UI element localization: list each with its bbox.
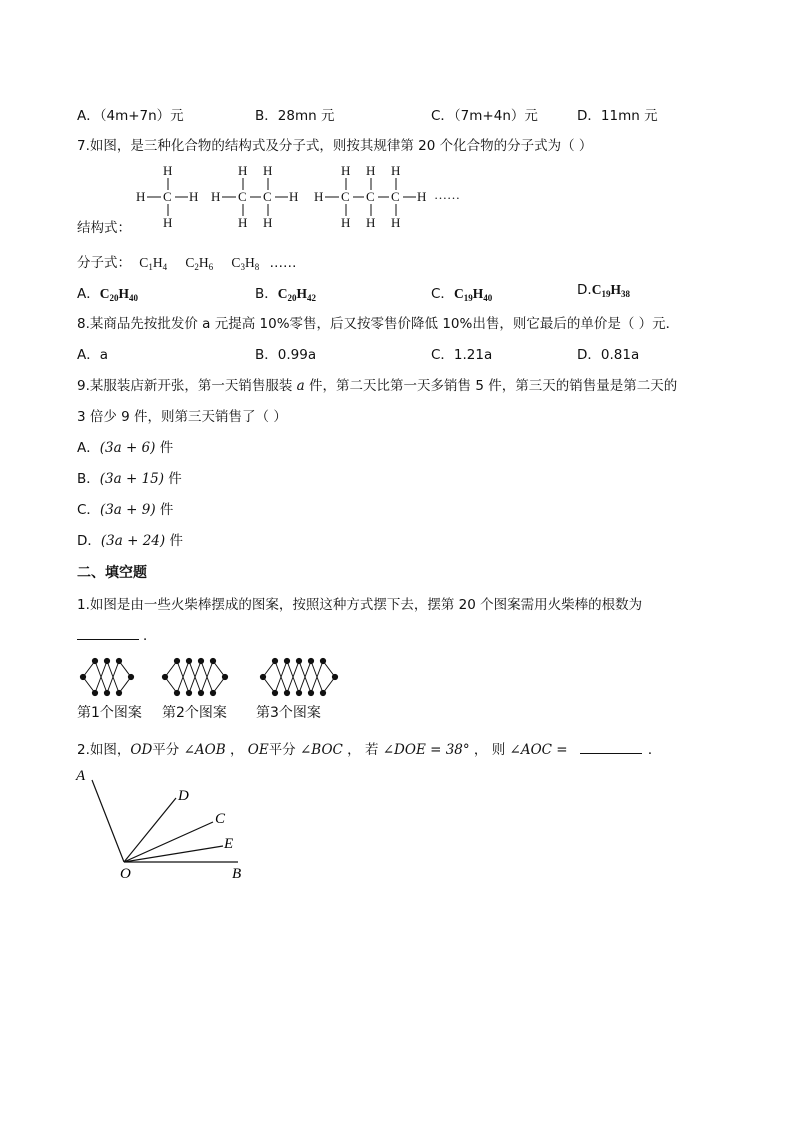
matchstick-joint [92, 658, 97, 663]
ray-oc [124, 822, 213, 862]
matchstick-joint [210, 658, 215, 663]
matchstick-joint [332, 674, 337, 679]
matchstick-patterns [75, 655, 365, 700]
atom-h: H [136, 189, 146, 204]
q8-option-d: D．0.81a [577, 347, 640, 363]
q8-option-c: C．1.21a [431, 347, 493, 363]
pattern-caption-3: 第3个图案 [256, 705, 321, 721]
ray-od [124, 798, 176, 862]
matchstick-joint [284, 690, 289, 695]
matchstick-joint [116, 658, 121, 663]
atom-h: H [289, 189, 299, 204]
atom-h: H [417, 189, 427, 204]
q9-option-b: B．(3a + 15) 件 [77, 471, 182, 487]
q8-option-b: B．0.99a [255, 347, 317, 363]
q6-option-d: D．11mn 元 [577, 108, 658, 124]
matchstick-joint [198, 658, 203, 663]
q9-stem-line2: 3 倍少 9 件，则第三天销售了（ ） [77, 409, 287, 425]
atom-h: H [238, 163, 248, 178]
answer-blank[interactable] [580, 740, 642, 754]
matchstick-joint [116, 690, 121, 695]
atom-h: H [163, 215, 173, 230]
q6-option-a: A．（4m+7n）元 [77, 108, 184, 124]
label-o: O [120, 866, 131, 882]
matchstick-joint [162, 674, 167, 679]
formula-ellipsis: …… [269, 255, 297, 271]
atom-h: H [366, 163, 376, 178]
atom-h: H [263, 215, 273, 230]
matchstick-joint [210, 690, 215, 695]
matchstick-joint [174, 658, 179, 663]
q7-formula-row [77, 251, 296, 271]
atom-h: H [263, 163, 273, 178]
matchstick-joint [272, 690, 277, 695]
formula-c2h6: $C_2H_6$ [185, 255, 214, 272]
atom-c: C [366, 189, 375, 204]
matchstick-joint [174, 690, 179, 695]
ray-oa [92, 780, 124, 862]
matchstick-joint [296, 690, 301, 695]
q6-option-c: C．（7m+4n）元 [431, 108, 538, 124]
q7-option-d: $D.C_{19}H_{38}$ [577, 282, 630, 299]
matchstick-joint [320, 658, 325, 663]
atom-c: C [163, 189, 172, 204]
formula-ch4: $C_1H_4$ [139, 255, 168, 272]
section-2-heading: 二、填空题 [77, 565, 147, 581]
matchstick-joint [198, 690, 203, 695]
matchstick-joint [104, 690, 109, 695]
matchstick-joint [308, 658, 313, 663]
label-d: D [178, 788, 189, 804]
label-e: E [224, 836, 234, 852]
q7-option-b: B．$C_{20}H_{42}$ [255, 286, 317, 303]
atom-h: H [189, 189, 199, 204]
matchstick-joint [92, 690, 97, 695]
atom-h: H [341, 215, 351, 230]
atom-c: C [263, 189, 272, 204]
label-b: B [232, 866, 242, 882]
matchstick-joint [222, 674, 227, 679]
atom-h: H [391, 215, 401, 230]
pattern-caption-2: 第2个图案 [162, 705, 227, 721]
f2-stem: 2.如图，OD平分 ∠AOB ， OE平分 ∠BOC ， 若 ∠DOE = 38° ， 则 ∠AOC = ． [77, 742, 662, 758]
q7-struct-label: 结构式： [77, 220, 131, 236]
matchstick-joint [186, 690, 191, 695]
atom-h: H [314, 189, 324, 204]
formula-c3h8: $C_3H_8$ [231, 255, 260, 272]
structure-ellipsis: …… [434, 187, 460, 202]
q7-structure-diagram [130, 162, 470, 232]
matchstick-joint [320, 690, 325, 695]
matchstick-joint [260, 674, 265, 679]
atom-c: C [238, 189, 247, 204]
q9-stem-line1: 9.某服装店新开张，第一天销售服装 a 件，第二天比第一天多销售 5 件，第三天的销售量是第二天的 [77, 378, 678, 394]
label-a: A [76, 768, 86, 784]
matchstick-joint [104, 658, 109, 663]
pattern-caption-1: 第1个图案 [77, 705, 142, 721]
atom-h: H [366, 215, 376, 230]
label-c: C [215, 811, 226, 827]
angle-diagram [70, 764, 260, 884]
q9-option-d: D．(3a + 24) 件 [77, 533, 183, 549]
atom-h: H [211, 189, 221, 204]
q7-formula-label: 分子式： [77, 255, 131, 271]
atom-h: H [163, 163, 173, 178]
matchstick-joint [186, 658, 191, 663]
q8-stem: 8.某商品先按批发价 a 元提高 10%零售，后又按零售价降低 10%出售，则它最后的单价是（ ）元． [77, 316, 680, 332]
atom-c: C [391, 189, 400, 204]
q7-stem: 7.如图，是三种化合物的结构式及分子式，则按其规律第 20 个化合物的分子式为（ ） [77, 138, 593, 154]
atom-h: H [391, 163, 401, 178]
atom-c: C [341, 189, 350, 204]
matchstick-joint [308, 690, 313, 695]
q8-option-a: A．a [77, 347, 109, 363]
answer-blank[interactable] [77, 626, 139, 640]
q7-option-c: C．$C_{19}H_{40}$ [431, 286, 493, 303]
f1-answer-line: ． [77, 624, 157, 644]
q9-option-a: A．(3a + 6) 件 [77, 440, 174, 456]
q7-option-a: A．$C_{20}H_{40}$ [77, 286, 139, 303]
q9-option-c: C．(3a + 9) 件 [77, 502, 174, 518]
q6-option-b: B．28mn 元 [255, 108, 335, 124]
f1-stem: 1.如图是由一些火柴棒摆成的图案，按照这种方式摆下去，摆第 20 个图案需用火柴棒的根数为 [77, 597, 643, 613]
matchstick-joint [272, 658, 277, 663]
matchstick-joint [128, 674, 133, 679]
atom-h: H [238, 215, 248, 230]
atom-h: H [341, 163, 351, 178]
ray-oe [124, 846, 223, 862]
matchstick-joint [80, 674, 85, 679]
matchstick-joint [296, 658, 301, 663]
matchstick-joint [284, 658, 289, 663]
